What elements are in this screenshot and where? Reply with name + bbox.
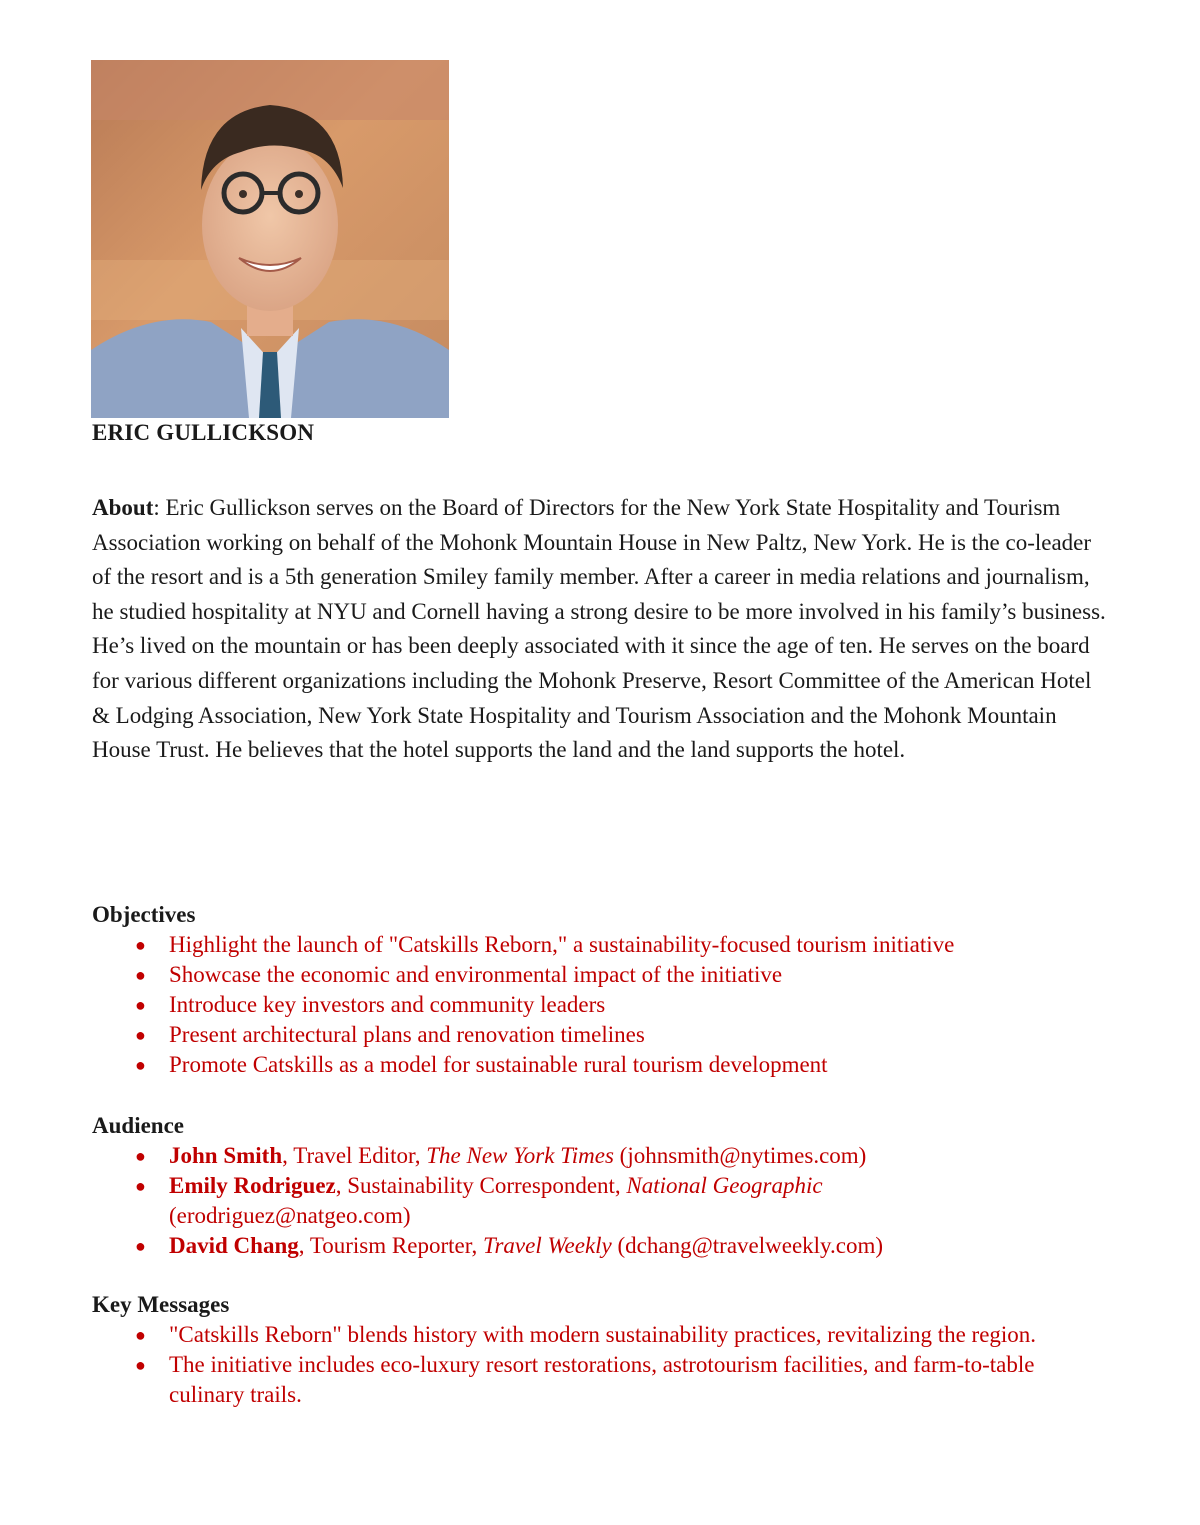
list-item: ● Highlight the launch of "Catskills Reborn," a sustainability-focused tourism initiative — [92, 930, 1122, 960]
contact-email: (johnsmith@nytimes.com) — [613, 1143, 867, 1168]
contact-role: , Travel Editor, — [282, 1143, 427, 1168]
key-messages-heading: Key Messages — [92, 1292, 230, 1317]
bullet-icon: ● — [135, 1025, 146, 1045]
objectives-list — [92, 930, 1122, 1080]
key-messages-section — [92, 1290, 1122, 1410]
about-label: About — [92, 495, 154, 520]
audience-list — [92, 1141, 1122, 1261]
key-messages-list — [92, 1320, 1122, 1410]
bullet-icon: ● — [135, 1055, 146, 1075]
audience-section — [92, 1111, 1122, 1261]
bullet-icon: ● — [135, 1325, 146, 1345]
bullet-icon: ● — [135, 935, 146, 955]
list-item: ● Promote Catskills as a model for sustainable rural tourism development — [92, 1050, 1122, 1080]
list-item: ● Introduce key investors and community leaders — [92, 990, 1122, 1020]
bullet-icon: ● — [135, 1236, 146, 1256]
list-item: ● Present architectural plans and renovation timelines — [92, 1020, 1122, 1050]
list-item — [92, 1231, 1049, 1261]
contact-outlet: National Geographic — [626, 1173, 823, 1198]
objectives-section — [92, 900, 1122, 1080]
about-text: : Eric Gullickson serves on the Board of Directors for the New York State Hospitality and Tourism Association working on behalf of the Mohonk Mountain House in New Paltz, New York. He is the co-leader of the resort and is a 5th generation Smiley family member. After a career in media relations and journalism, he studied hospitality at NYU and Cornell having a strong desire to be more involved in his family’s business. He’s lived on the mountain or has been deeply associated with it since the age of ten. He serves on the board for various different organizations including the Mohonk Preserve, Resort Committee of the American Hotel & Lodging Association, New York State Hospitality and Tourism Association and the Mohonk Mountain House Trust. He believes that the hotel supports the land and the land supports the hotel. — [92, 495, 1106, 763]
contact-outlet: The New York Times — [426, 1143, 614, 1168]
bullet-icon: ● — [135, 965, 146, 985]
person-name: ERIC GULLICKSON — [92, 420, 315, 445]
contact-role: , Sustainability Correspondent, — [335, 1173, 627, 1198]
list-item — [92, 1141, 1049, 1171]
bullet-icon: ● — [135, 1146, 146, 1166]
portrait-photo — [91, 60, 449, 418]
contact-name: David Chang — [169, 1233, 299, 1258]
objectives-heading: Objectives — [92, 902, 196, 927]
list-item: ● "Catskills Reborn" blends history with modern sustainability practices, revitalizing the region. — [92, 1320, 1104, 1350]
list-item — [92, 1171, 1049, 1231]
about-paragraph — [92, 491, 1112, 768]
bullet-icon: ● — [135, 995, 146, 1015]
bullet-icon: ● — [135, 1355, 146, 1375]
contact-email: (erodriguez@natgeo.com) — [169, 1203, 411, 1228]
list-item: ● Showcase the economic and environmental impact of the initiative — [92, 960, 1122, 990]
bullet-icon: ● — [135, 1176, 146, 1196]
audience-heading: Audience — [92, 1113, 184, 1138]
contact-outlet: Travel Weekly — [482, 1233, 612, 1258]
list-item: ● The initiative includes eco-luxury resort restorations, astrotourism facilities, and farm-to-table culinary trails. — [135, 1352, 1035, 1407]
contact-email: (dchang@travelweekly.com) — [611, 1233, 884, 1258]
contact-name: Emily Rodriguez — [169, 1173, 336, 1198]
contact-role: , Tourism Reporter, — [298, 1233, 483, 1258]
contact-name: John Smith — [169, 1143, 283, 1168]
